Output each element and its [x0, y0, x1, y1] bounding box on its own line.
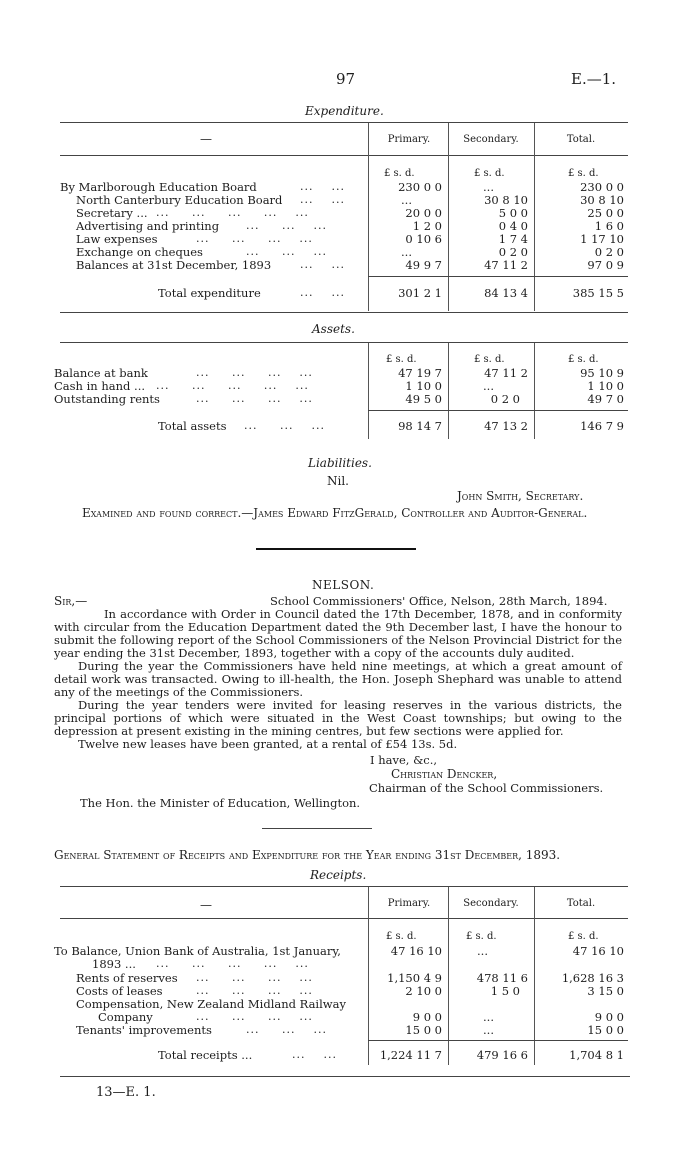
cell-primary: ...: [401, 193, 412, 207]
cell-primary: 47 19 7: [398, 366, 442, 380]
assets-top-rule: [60, 342, 628, 343]
leader-dots: ... ... ...: [244, 419, 325, 432]
cell-primary: 1,150 4 9: [387, 971, 442, 985]
cell-secondary: ...: [477, 944, 488, 958]
receipts-vrule-2: [448, 887, 449, 1065]
cell-primary: ...: [401, 245, 412, 259]
leader-dots: ... ... ... ... ...: [156, 206, 309, 219]
total-secondary: 479 16 6: [476, 1048, 528, 1062]
total-receipts-label: Total receipts ...: [158, 1048, 253, 1062]
cell-secondary: 5 0 0: [498, 206, 528, 220]
cell-secondary: 0 2 0: [498, 245, 528, 259]
office-address: School Commissioners' Office, Nelson, 28th March, 1894.: [270, 594, 608, 608]
row-label: Rents of reserves: [76, 971, 178, 985]
signer-name: Christian Dencker,: [391, 767, 498, 781]
assets-vrule-3: [534, 343, 535, 439]
row-label-continued: Company: [98, 1010, 153, 1024]
total-primary: 301 2 1: [398, 286, 442, 300]
report-paragraph: Twelve new leases have been granted, at a rental of £54 13s. 5d.: [78, 737, 458, 751]
row-label: Exchange on cheques: [76, 245, 203, 259]
closing: I have, &c.,: [370, 753, 438, 767]
leader-dots: ... ...: [300, 180, 345, 193]
row-label: Outstanding rents: [54, 392, 160, 406]
page-number: 97: [336, 70, 356, 88]
expenditure-vrule-1: [368, 123, 369, 311]
cell-total: 97 0 9: [587, 258, 624, 272]
total-secondary: 47 13 2: [484, 419, 528, 433]
col-secondary: Secondary.: [463, 134, 519, 145]
cell-total: 15 0 0: [587, 1023, 624, 1037]
cell-primary: 0 10 6: [405, 232, 442, 246]
cell-total: 47 16 10: [572, 944, 624, 958]
leader-dots: ... ...: [292, 1048, 337, 1061]
cell-secondary: 47 11 2: [484, 258, 528, 272]
short-divider: [262, 828, 372, 829]
footer-rule: [60, 1076, 630, 1077]
leader-dots: ... ... ... ...: [196, 392, 313, 405]
assets-vrule-1: [368, 343, 369, 439]
report-paragraph: During the year the Commissioners have held nine meetings, at which a great amount of detail work was transacted. Owing to ill-health, the Hon. Joseph Shephard was unable to attend any of the meetings of the Commissioners.: [54, 659, 622, 699]
sheet-reference: 13—E. 1.: [96, 1085, 156, 1100]
lsd-primary: £ s. d.: [384, 168, 415, 179]
leader-dots: ... ... ... ...: [196, 232, 313, 245]
receipts-vrule-1: [368, 887, 369, 1065]
report-paragraph: In accordance with Order in Council dated the 17th December, 1878, and in conformity with circular from the Education Department dated the 9th December last, I have the honour to submit the following report of the School Commissioners of the Nelson Provincial District for the year ending the 31st December, 1893, together with a copy of the accounts duly audited.: [54, 607, 622, 660]
row-label: Advertising and printing: [76, 219, 220, 233]
col-total: Total.: [566, 134, 596, 145]
lsd-primary: £ s. d.: [386, 354, 417, 365]
total-expenditure-label: Total expenditure: [158, 286, 261, 300]
examined-statement: Examined and found correct.—James Edward FitzGerald, Controller and Auditor-General.: [82, 506, 588, 520]
row-label: North Canterbury Education Board: [76, 193, 283, 207]
liabilities-title: Liabilities.: [308, 456, 372, 470]
report-paragraph: During the year tenders were invited for leasing reserves in the various districts, the principal portions of which were situated in the West Coast townships; but owing to the depression at present existing in the mining centres, but few sections were applied for.: [54, 698, 622, 738]
row-label: Balance at bank: [54, 366, 148, 380]
col-secondary: Secondary.: [463, 898, 519, 909]
cell-primary: 2 10 0: [405, 984, 442, 998]
receipts-header-rule: [60, 918, 628, 919]
lsd-total: £ s. d.: [568, 354, 599, 365]
cell-secondary: 1 7 4: [498, 232, 528, 246]
cell-total: 3 15 0: [587, 984, 624, 998]
receipts-vrule-3: [534, 887, 535, 1065]
leader-dots: ... ... ...: [246, 1023, 327, 1036]
cell-primary: 1 10 0: [405, 379, 442, 393]
leader-dots: ... ... ... ...: [196, 366, 313, 379]
assets-sum-rule: [368, 410, 628, 411]
row-label: Cash in hand ...: [54, 379, 146, 393]
cell-primary: 49 9 7: [405, 258, 442, 272]
expenditure-bottom-rule: [60, 312, 628, 313]
cell-secondary: ...: [483, 1023, 494, 1037]
cell-total: 1 17 10: [580, 232, 624, 246]
col-primary: Primary.: [387, 134, 431, 145]
salutation: Sir,—: [54, 594, 88, 608]
row-label: Secretary ...: [76, 206, 148, 220]
leader-dots: ... ... ... ...: [196, 971, 313, 984]
total-total: 1,704 8 1: [569, 1048, 624, 1062]
row-label: Compensation, New Zealand Midland Railway: [76, 997, 346, 1011]
leader-dots: ... ... ... ...: [196, 984, 313, 997]
leader-dots: ... ...: [300, 258, 345, 271]
row-label: Costs of leases: [76, 984, 163, 998]
assets-vrule-2: [448, 343, 449, 439]
signer-title: Chairman of the School Commissioners.: [369, 781, 604, 795]
cell-total: 30 8 10: [580, 193, 624, 207]
cell-total: 9 0 0: [594, 1010, 624, 1024]
total-secondary: 84 13 4: [484, 286, 528, 300]
total-total: 385 15 5: [572, 286, 624, 300]
expenditure-top-rule: [60, 122, 628, 123]
cell-secondary: ...: [483, 180, 494, 194]
expenditure-title: Expenditure.: [305, 104, 384, 118]
leader-dots: ... ...: [300, 193, 345, 206]
row-label-continued: 1893 ...: [92, 957, 136, 971]
cell-total: 1,628 16 3: [561, 971, 624, 985]
total-primary: 1,224 11 7: [379, 1048, 442, 1062]
receipts-top-rule: [60, 886, 628, 887]
leader-dots: ... ... ...: [246, 219, 327, 232]
row-label: Law expenses: [76, 232, 158, 246]
cell-primary: 20 0 0: [405, 206, 442, 220]
cell-primary: 47 16 10: [390, 944, 442, 958]
lsd-secondary: £ s. d.: [474, 168, 505, 179]
assets-title: Assets.: [312, 322, 355, 336]
leader-dots: ... ... ...: [246, 245, 327, 258]
cell-total: 230 0 0: [580, 180, 624, 194]
row-label: By Marlborough Education Board: [60, 180, 257, 194]
nelson-heading: NELSON.: [312, 578, 375, 592]
cell-primary: 9 0 0: [412, 1010, 442, 1024]
leader-dots: ... ... ... ... ...: [156, 957, 309, 970]
total-total: 146 7 9: [580, 419, 624, 433]
liabilities-value: Nil.: [327, 474, 349, 488]
cell-total: 1 10 0: [587, 379, 624, 393]
addressee: The Hon. the Minister of Education, Wellington.: [80, 796, 361, 810]
row-label: Balances at 31st December, 1893: [76, 258, 272, 272]
document-reference: E.—1.: [571, 70, 617, 88]
lsd-total: £ s. d.: [568, 931, 599, 942]
lsd-secondary: £ s. d.: [466, 931, 497, 942]
leader-dots: ... ...: [300, 286, 345, 299]
cell-total: 1 6 0: [594, 219, 624, 233]
leader-dots: ... ... ... ...: [196, 1010, 313, 1023]
cell-secondary: ...: [483, 1010, 494, 1024]
cell-secondary: ...: [483, 379, 494, 393]
general-statement-title: General Statement of Receipts and Expenditure for the Year ending 31st December, 1893.: [54, 848, 561, 862]
leader-dots: ... ... ... ... ...: [156, 379, 309, 392]
cell-secondary: 478 11 6: [476, 971, 528, 985]
secretary-signature: John Smith, Secretary.: [457, 489, 584, 503]
lsd-total: £ s. d.: [568, 168, 599, 179]
section-divider: [256, 548, 416, 550]
cell-primary: 1 2 0: [412, 219, 442, 233]
expenditure-sum-rule: [368, 276, 628, 277]
cell-primary: 49 5 0: [405, 392, 442, 406]
lsd-primary: £ s. d.: [386, 931, 417, 942]
cell-total: 95 10 9: [580, 366, 624, 380]
expenditure-vrule-2: [448, 123, 449, 311]
row-label: To Balance, Union Bank of Australia, 1st January,: [54, 944, 341, 958]
col-primary: Primary.: [387, 898, 431, 909]
total-assets-label: Total assets: [158, 419, 227, 433]
cell-total: 25 0 0: [587, 206, 624, 220]
total-primary: 98 14 7: [398, 419, 442, 433]
cell-total: 49 7 0: [587, 392, 624, 406]
cell-secondary: 0 4 0: [498, 219, 528, 233]
row-label: Tenants' improvements: [76, 1023, 212, 1037]
cell-primary: 15 0 0: [405, 1023, 442, 1037]
cell-total: 0 2 0: [594, 245, 624, 259]
cell-secondary: 1 5 0: [490, 984, 520, 998]
expenditure-vrule-3: [534, 123, 535, 311]
cell-secondary: 0 2 0: [490, 392, 520, 406]
receipts-corner-dash: —: [200, 898, 212, 912]
expenditure-header-rule: [60, 155, 628, 156]
cell-primary: 230 0 0: [398, 180, 442, 194]
cell-secondary: 30 8 10: [484, 193, 528, 207]
expenditure-corner-dash: —: [200, 132, 212, 146]
lsd-secondary: £ s. d.: [474, 354, 505, 365]
receipts-title: Receipts.: [310, 868, 367, 882]
cell-secondary: 47 11 2: [484, 366, 528, 380]
receipts-sum-rule: [368, 1040, 628, 1041]
col-total: Total.: [566, 898, 596, 909]
